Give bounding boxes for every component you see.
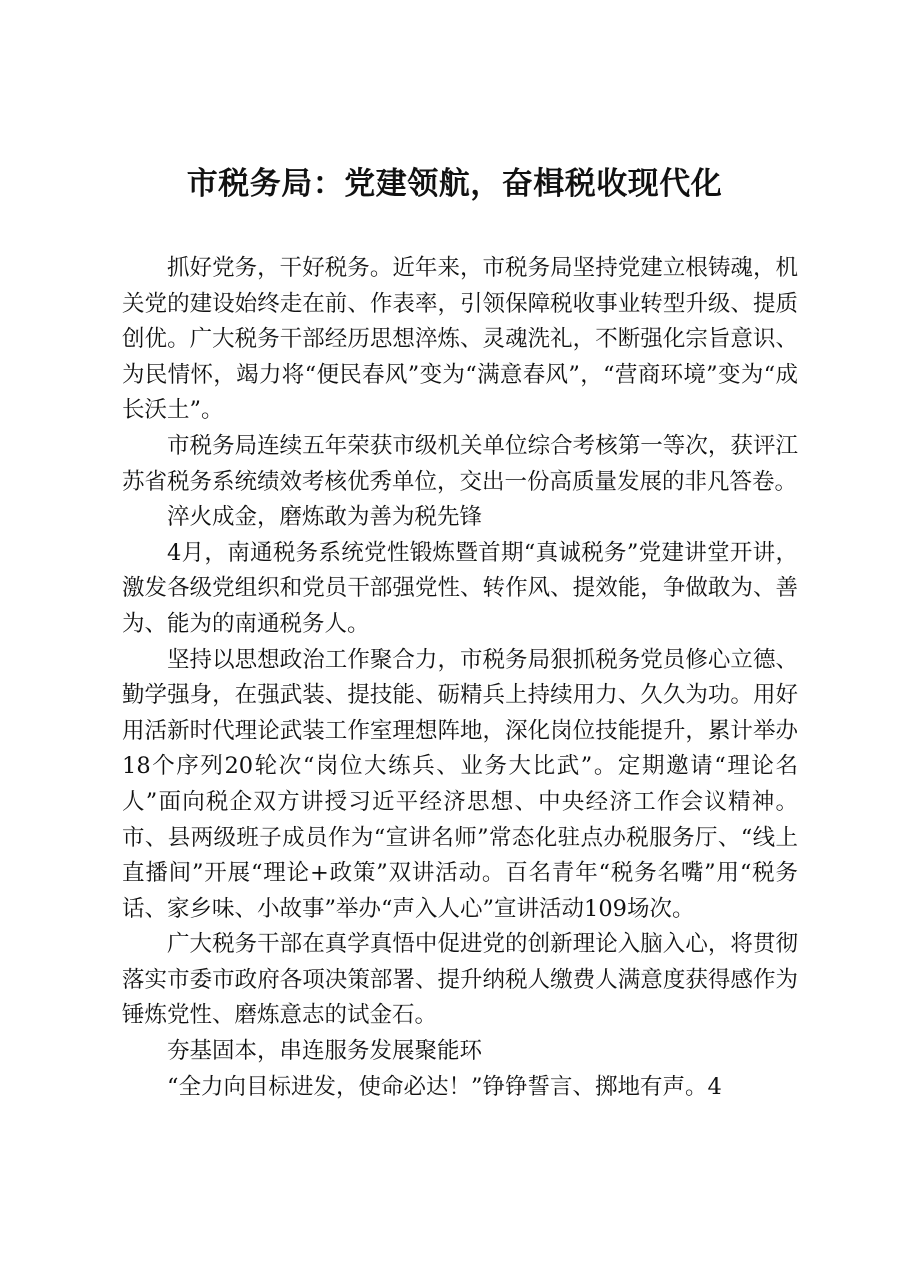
section-heading-1: 淬火成金，磨炼敢为善为税先锋 — [167, 504, 483, 531]
paragraph-political-work: 坚持以思想政治工作聚合力，市税务局狠抓税务党员修心立德、勤学强身，在强武装、提技能、砺精兵上持续用力、久久为功。用好用活新时代理论武装工作室理想阵地，深化岗位技能提升，累计举办18个序列20轮次“岗位大练兵、业务大比武”。定期邀请“理论名人”面向税企双方讲授习近平经济思想、中央经济工作会议精神。市、县两级班子成员作为“宣讲名师”常态化驻点办税服务厅、“线上直播间”开展“理论+政策”双讲活动。百名青年“税务名嘴”用“税务话、家乡味、小故事”举办“声入人心”宣讲活动109场次。 — [122, 646, 798, 922]
paragraph-awards: 市税务局连续五年荣获市级机关单位综合考核第一等次，获评江苏省税务系统绩效考核优秀单位，交出一份高质量发展的非凡答卷。 — [122, 432, 798, 495]
document-body — [122, 251, 798, 1105]
paragraph-cadres: 广大税务干部在真学真悟中促进党的创新理论入脑入心，将贯彻落实市委市政府各项决策部署、提升纳税人缴费人满意度获得感作为锤炼党性、磨炼意志的试金石。 — [122, 931, 798, 1029]
section-heading-2: 夯基固本，串连服务发展聚能环 — [167, 1038, 483, 1065]
paragraph-oath: “全力向目标进发，使命必达！”铮铮誓言、掷地有声。4 — [167, 1073, 722, 1100]
paragraph-intro: 抓好党务，干好税务。近年来，市税务局坚持党建立根铸魂，机关党的建设始终走在前、作表率，引领保障税收事业转型升级、提质创优。广大税务干部经历思想淬炼、灵魂洗礼，不断强化宗旨意识、为民情怀，竭力将“便民春风”变为“满意春风”，“营商环境”变为“成长沃土”。 — [122, 255, 798, 424]
document-title: 市税务局：党建领航，奋楫税收现代化 — [186, 166, 723, 202]
paragraph-lecture: 4月，南通税务系统党性锻炼暨首期“真诚税务”党建讲堂开讲，激发各级党组织和党员干部强党性、转作风、提效能，争做敢为、善为、能为的南通税务人。 — [122, 539, 798, 637]
